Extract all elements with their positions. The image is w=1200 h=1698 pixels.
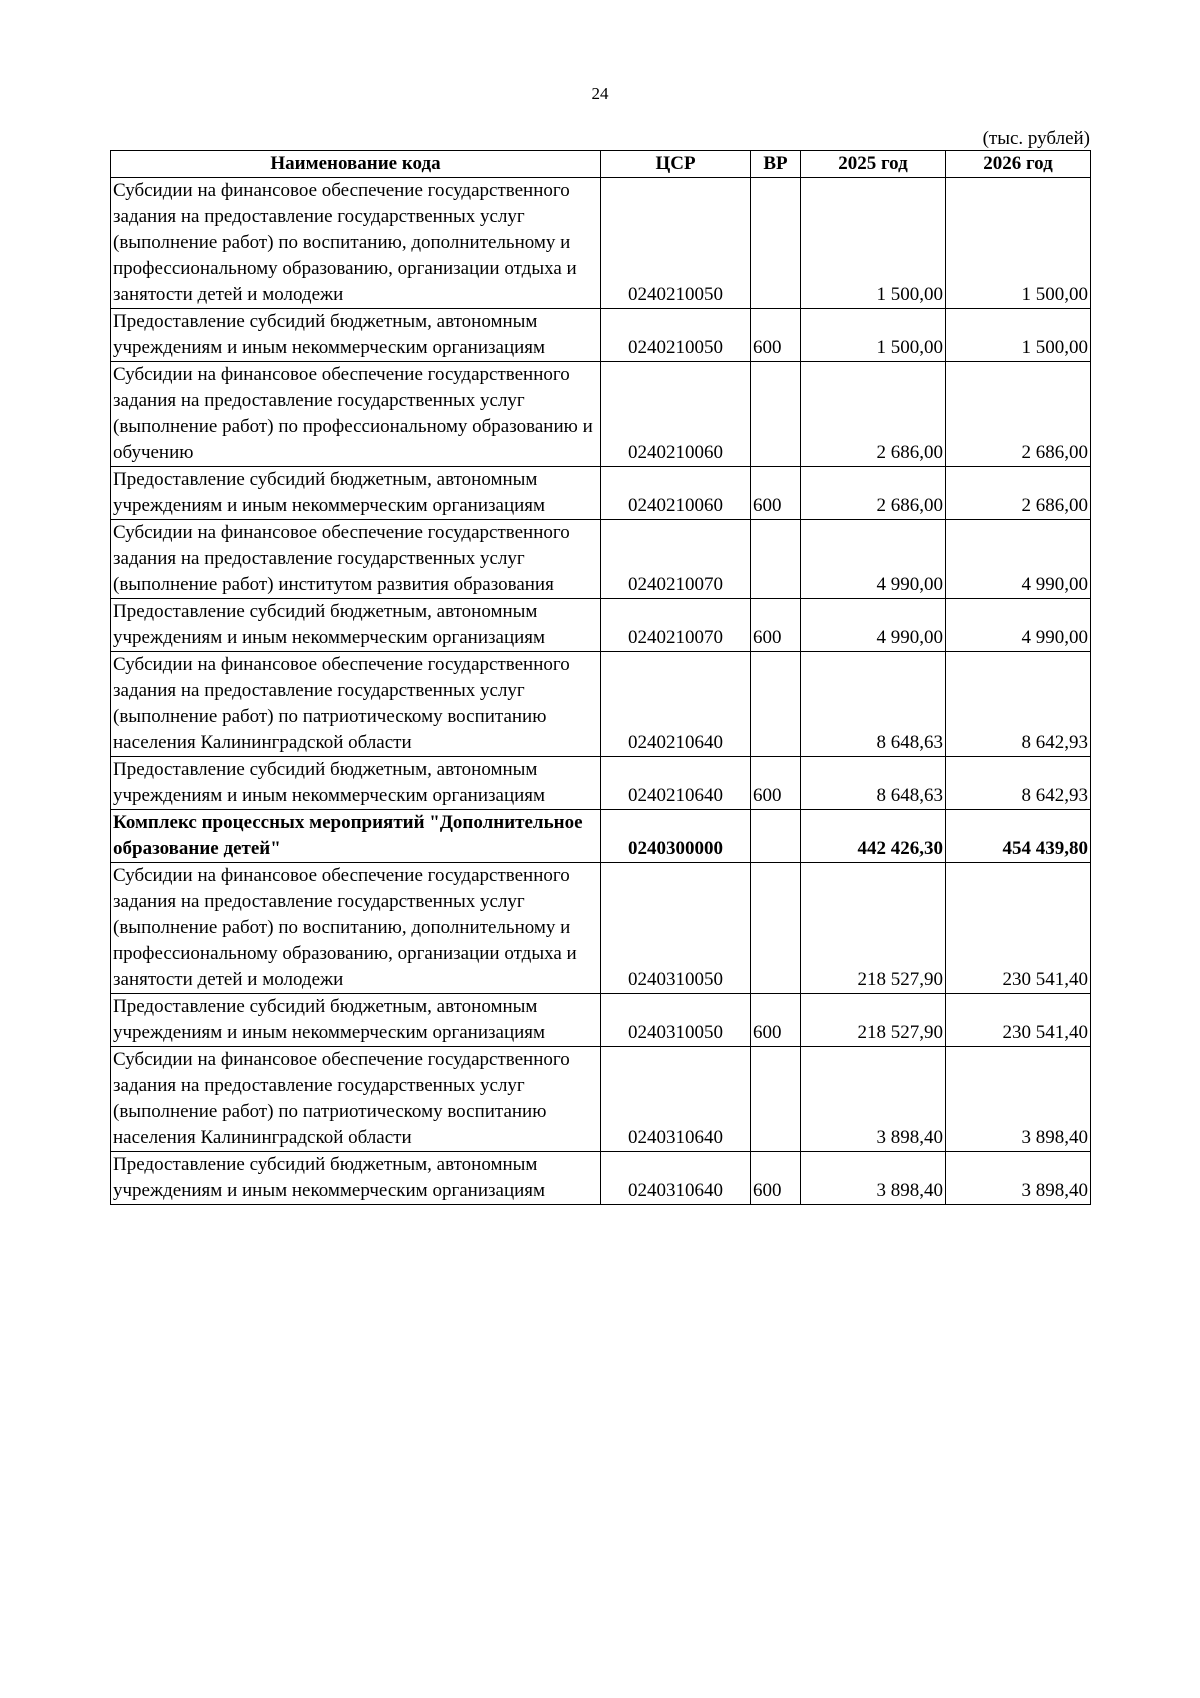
cell-2026: 4 990,00 (946, 520, 1091, 599)
cell-vr (751, 362, 801, 467)
cell-2025: 3 898,40 (801, 1152, 946, 1205)
cell-name: Комплекс процессных мероприятий "Дополнительное образование детей" (111, 810, 601, 863)
cell-2026: 3 898,40 (946, 1047, 1091, 1152)
cell-csr: 0240310050 (601, 863, 751, 994)
cell-2026: 1 500,00 (946, 178, 1091, 309)
cell-name: Субсидии на финансовое обеспечение государственного задания на предоставление государственных услуг (выполнение работ) по профессиональному образованию и обучению (111, 362, 601, 467)
cell-csr: 0240210070 (601, 520, 751, 599)
table-row (111, 810, 1091, 863)
cell-vr: 600 (751, 757, 801, 810)
header-csr: ЦСР (601, 151, 751, 178)
cell-vr (751, 520, 801, 599)
cell-csr: 0240210640 (601, 652, 751, 757)
cell-name: Субсидии на финансовое обеспечение государственного задания на предоставление государственных услуг (выполнение работ) по патриотическому воспитанию населения Калининградской области (111, 1047, 601, 1152)
header-2025: 2025 год (801, 151, 946, 178)
table-header-row (111, 151, 1091, 178)
cell-2025: 2 686,00 (801, 362, 946, 467)
table-row (111, 757, 1091, 810)
cell-vr (751, 810, 801, 863)
cell-2026: 4 990,00 (946, 599, 1091, 652)
cell-csr: 0240210060 (601, 467, 751, 520)
cell-vr (751, 863, 801, 994)
cell-2025: 1 500,00 (801, 178, 946, 309)
cell-vr (751, 652, 801, 757)
cell-csr: 0240210640 (601, 757, 751, 810)
table-row (111, 178, 1091, 309)
cell-2025: 4 990,00 (801, 599, 946, 652)
table-body (111, 178, 1091, 1205)
header-2026: 2026 год (946, 151, 1091, 178)
table-row (111, 599, 1091, 652)
cell-2026: 230 541,40 (946, 994, 1091, 1047)
cell-csr: 0240210070 (601, 599, 751, 652)
cell-2026: 8 642,93 (946, 757, 1091, 810)
cell-vr (751, 1047, 801, 1152)
cell-name: Предоставление субсидий бюджетным, автономным учреждениям и иным некоммерческим организациям (111, 599, 601, 652)
cell-vr: 600 (751, 309, 801, 362)
cell-2026: 2 686,00 (946, 362, 1091, 467)
cell-name: Субсидии на финансовое обеспечение государственного задания на предоставление государственных услуг (выполнение работ) по воспитанию, дополнительному и профессиональному образованию, организации отдыха и занятости детей и молодежи (111, 178, 601, 309)
cell-vr (751, 178, 801, 309)
header-vr: ВР (751, 151, 801, 178)
cell-2026: 8 642,93 (946, 652, 1091, 757)
table-row (111, 309, 1091, 362)
table-row (111, 652, 1091, 757)
cell-name: Предоставление субсидий бюджетным, автономным учреждениям и иным некоммерческим организациям (111, 467, 601, 520)
cell-2025: 4 990,00 (801, 520, 946, 599)
cell-2025: 2 686,00 (801, 467, 946, 520)
cell-2025: 3 898,40 (801, 1047, 946, 1152)
cell-vr: 600 (751, 994, 801, 1047)
cell-vr: 600 (751, 599, 801, 652)
header-name: Наименование кода (111, 151, 601, 178)
cell-csr: 0240310640 (601, 1152, 751, 1205)
cell-csr: 0240310050 (601, 994, 751, 1047)
table-row (111, 994, 1091, 1047)
table-row (111, 1152, 1091, 1205)
table-row (111, 863, 1091, 994)
cell-name: Предоставление субсидий бюджетным, автономным учреждениям и иным некоммерческим организациям (111, 309, 601, 362)
cell-2025: 1 500,00 (801, 309, 946, 362)
cell-name: Предоставление субсидий бюджетным, автономным учреждениям и иным некоммерческим организациям (111, 1152, 601, 1205)
cell-csr: 0240300000 (601, 810, 751, 863)
cell-2025: 218 527,90 (801, 863, 946, 994)
cell-name: Предоставление субсидий бюджетным, автономным учреждениям и иным некоммерческим организациям (111, 757, 601, 810)
budget-table (110, 150, 1091, 1205)
cell-2026: 1 500,00 (946, 309, 1091, 362)
cell-name: Субсидии на финансовое обеспечение государственного задания на предоставление государственных услуг (выполнение работ) институтом развития образования (111, 520, 601, 599)
cell-2025: 8 648,63 (801, 757, 946, 810)
table-row (111, 467, 1091, 520)
table-row (111, 1047, 1091, 1152)
cell-name: Субсидии на финансовое обеспечение государственного задания на предоставление государственных услуг (выполнение работ) по воспитанию, дополнительному и профессиональному образованию, организации отдыха и занятости детей и молодежи (111, 863, 601, 994)
units-label: (тыс. рублей) (982, 128, 1090, 149)
cell-2025: 442 426,30 (801, 810, 946, 863)
cell-csr: 0240310640 (601, 1047, 751, 1152)
cell-2025: 8 648,63 (801, 652, 946, 757)
cell-vr: 600 (751, 1152, 801, 1205)
cell-name: Предоставление субсидий бюджетным, автономным учреждениям и иным некоммерческим организациям (111, 994, 601, 1047)
cell-name: Субсидии на финансовое обеспечение государственного задания на предоставление государственных услуг (выполнение работ) по патриотическому воспитанию населения Калининградской области (111, 652, 601, 757)
cell-2026: 454 439,80 (946, 810, 1091, 863)
cell-vr: 600 (751, 467, 801, 520)
cell-csr: 0240210060 (601, 362, 751, 467)
table-row (111, 362, 1091, 467)
cell-2026: 230 541,40 (946, 863, 1091, 994)
cell-csr: 0240210050 (601, 178, 751, 309)
cell-csr: 0240210050 (601, 309, 751, 362)
cell-2026: 2 686,00 (946, 467, 1091, 520)
table-row (111, 520, 1091, 599)
cell-2025: 218 527,90 (801, 994, 946, 1047)
page-number: 24 (591, 84, 609, 103)
cell-2026: 3 898,40 (946, 1152, 1091, 1205)
